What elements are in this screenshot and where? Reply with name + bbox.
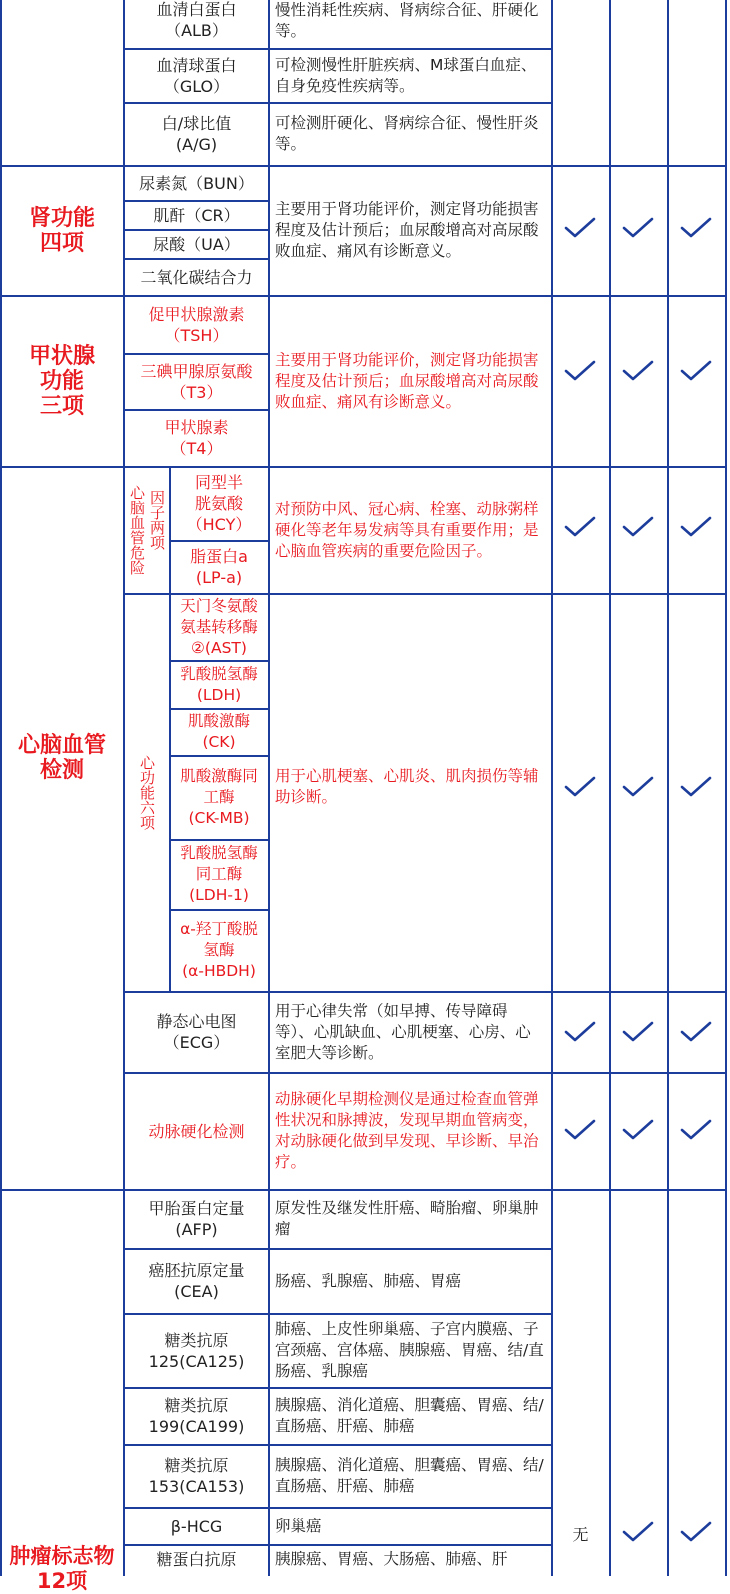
heart-item-3-label: 肌酸激酶 (CK) — [187, 712, 250, 751]
check-icon — [564, 516, 596, 538]
tumor-item-6-name: β-HCG — [170, 1516, 223, 1536]
check-icon — [622, 516, 654, 538]
grid-line — [123, 409, 270, 411]
item-cell-ecg — [125, 992, 268, 1072]
tumor-item-6 — [125, 1508, 268, 1544]
thyroid-item-3-label: 甲状腺素 （T4） — [164, 418, 229, 458]
risk-item-hcy-label: 同型半 胱氨酸 （HCY） — [186, 473, 252, 534]
heart-item-3 — [170, 709, 268, 755]
grid-line — [123, 258, 270, 260]
item-name-glo: 血清球蛋白 （GLO） — [156, 55, 237, 96]
grid-line — [123, 1544, 553, 1546]
check-icon — [564, 217, 596, 239]
kidney-item-1 — [125, 166, 268, 200]
tumor-desc-2-cell — [269, 1249, 551, 1313]
grid-line — [123, 353, 270, 355]
thyroid-item-1 — [125, 296, 268, 353]
check-icon — [680, 1521, 712, 1543]
grid-line — [123, 200, 270, 202]
heart-item-2 — [170, 661, 268, 708]
tumor-desc-6-cell — [269, 1508, 551, 1544]
item-name-alb: 血清白蛋白 （ALB） — [156, 0, 237, 40]
tumor-desc-4-cell — [269, 1388, 551, 1444]
kidney-desc: 主要用于肾功能评价，测定肾功能损害程度及估计预后；血尿酸增高对高尿酸败血症、痛风有诊断意义。 — [275, 200, 539, 260]
desc-cell-thyroid — [269, 296, 551, 466]
risk-item-hcy — [170, 467, 268, 540]
risk-factor-label-b: 因子两项 — [148, 490, 166, 550]
grid-line — [169, 909, 270, 911]
tumor-item-5 — [125, 1445, 268, 1507]
item-name-ag: 白/球比值 (A/G) — [161, 114, 232, 154]
grid-line — [0, 1189, 727, 1191]
kidney-item-3 — [125, 230, 268, 258]
tumor-item-7 — [125, 1545, 268, 1576]
grid-line — [609, 0, 611, 1576]
grid-line — [123, 1313, 553, 1315]
heart-item-2-label: 乳酸脱氢酶 (LDH) — [180, 664, 258, 704]
grid-line — [169, 660, 270, 662]
desc-cell-ecg — [269, 992, 551, 1072]
item-cell-ag — [125, 103, 268, 165]
desc-cell-glo — [269, 49, 551, 102]
check-icon — [680, 1119, 712, 1141]
kidney-item-3-label: 尿酸（UA） — [153, 234, 240, 254]
desc-cell-heart — [269, 594, 551, 991]
heart-item-4-label: 肌酸激酶同 工酶 (CK-MB) — [180, 767, 258, 827]
grid-line — [123, 48, 553, 50]
tumor-item-3-name: 糖类抗原 125(CA125) — [148, 1330, 245, 1371]
grid-line — [123, 1507, 553, 1509]
grid-line — [123, 1444, 553, 1446]
grid-line — [123, 1387, 553, 1389]
grid-line — [123, 1248, 553, 1250]
thyroid-item-2 — [125, 354, 268, 409]
tumor-item-7-desc: 胰腺癌、胃癌、大肠癌、肺癌、肝 — [275, 1550, 508, 1568]
tumor-package-1-none — [552, 1510, 609, 1556]
thyroid-item-2-label: 三碘甲腺原氨酸 （T3） — [140, 361, 253, 402]
desc-cell-risk — [269, 467, 551, 593]
category-cardio — [0, 467, 124, 1189]
risk-desc: 对预防中风、冠心病、栓塞、动脉粥样硬化等老年易发病等具有重要作用；是心脑血管疾病的重要危险因子。 — [275, 499, 539, 560]
risk-factor-label-cell — [125, 467, 169, 593]
grid-line — [123, 102, 553, 104]
tumor-desc-1-cell — [269, 1190, 551, 1248]
tumor-item-4-desc: 胰腺癌、消化道癌、胆囊癌、胃癌、结/直肠癌、肝癌、肺癌 — [275, 1396, 544, 1435]
grid-line — [0, 295, 727, 297]
heart-function-label-cell — [125, 594, 169, 991]
check-icon — [680, 516, 712, 538]
item-desc-alb: 慢性消耗性疾病、肾病综合征、肝硬化等。 — [275, 1, 539, 40]
risk-item-lpa — [170, 541, 268, 593]
grid-line — [123, 229, 270, 231]
heart-item-5-label: 乳酸脱氢酶 同工酶 (LDH-1) — [180, 844, 258, 904]
desc-cell-ag — [269, 103, 551, 165]
kidney-item-2-label: 肌酐（CR） — [153, 205, 240, 225]
category-thyroid-label: 甲状腺 功能 三项 — [28, 343, 95, 419]
heart-item-1-label: 天门冬氨酸 氨基转移酶 ②(AST) — [180, 596, 258, 657]
heart-function-label: 心功能六项 — [138, 755, 156, 830]
grid-line — [123, 1072, 727, 1074]
grid-line — [0, 466, 727, 468]
tumor-item-1-desc: 原发性及继发性肝癌、畸胎瘤、卵巢肿瘤 — [275, 1199, 539, 1238]
tumor-item-7-name: 糖蛋白抗原 — [156, 1550, 237, 1569]
heart-desc: 用于心肌梗塞、心肌炎、肌肉损伤等辅助诊断。 — [275, 766, 539, 806]
kidney-item-1-label: 尿素氮（BUN） — [139, 173, 254, 193]
tumor-item-1 — [125, 1190, 268, 1248]
grid-line — [169, 540, 270, 542]
tumor-item-4-name: 糖类抗原 199(CA199) — [148, 1396, 245, 1436]
category-tumor-label: 肿瘤标志物 12项 — [9, 1544, 115, 1593]
grid-line — [123, 991, 727, 993]
grid-line — [169, 467, 171, 991]
tumor-item-2-name: 癌胚抗原定量 (CEA) — [148, 1261, 245, 1301]
heart-item-1 — [170, 594, 268, 660]
check-icon — [564, 776, 596, 798]
ecg-desc: 用于心律失常（如早搏、传导障碍等）、心肌缺血、心肌梗塞、心房、心室肥大等诊断。 — [275, 1001, 531, 1062]
tumor-item-5-name: 糖类抗原 153(CA153) — [148, 1456, 245, 1496]
check-icon — [622, 217, 654, 239]
check-icon — [564, 1021, 596, 1043]
check-icon — [622, 1119, 654, 1141]
check-icon — [680, 217, 712, 239]
tumor-item-6-desc: 卵巢癌 — [275, 1516, 322, 1535]
check-icon — [564, 360, 596, 382]
tumor-desc-5-cell — [269, 1445, 551, 1507]
check-icon — [680, 1021, 712, 1043]
grid-line — [123, 0, 125, 1576]
heart-item-5 — [170, 840, 268, 909]
arterio-desc: 动脉硬化早期检测仪是通过检查血管弹性状况和脉搏波，发现早期血管病变，对动脉硬化做到早发现、早诊断、早治疗。 — [275, 1090, 539, 1171]
category-cardio-label: 心脑血管 检测 — [17, 733, 106, 783]
tumor-item-1-name: 甲胎蛋白定量 (AFP) — [148, 1199, 245, 1239]
category-thyroid — [0, 296, 124, 466]
tumor-desc-7-cell — [269, 1545, 551, 1576]
item-desc-glo: 可检测慢性肝脏疾病、M球蛋白血症、自身免疫性疾病等。 — [275, 55, 537, 95]
tumor-desc-3-cell — [269, 1314, 551, 1387]
grid-line — [725, 0, 727, 1576]
desc-cell-kidney — [269, 166, 551, 295]
grid-line — [123, 593, 727, 595]
tumor-item-2 — [125, 1249, 268, 1313]
item-cell-glo — [125, 49, 268, 102]
check-icon — [622, 1021, 654, 1043]
kidney-item-2 — [125, 201, 268, 229]
desc-cell-arterio — [269, 1073, 551, 1189]
risk-factor-label-a: 心脑血管危险 — [128, 485, 146, 575]
grid-line — [169, 708, 270, 710]
grid-line — [268, 0, 270, 1576]
grid-line — [169, 839, 270, 841]
tumor-item-2-desc: 肠癌、乳腺癌、肺癌、胃癌 — [275, 1271, 462, 1290]
tumor-item-5-desc: 胰腺癌、消化道癌、胆囊癌、胃癌、结/直肠癌、肝癌、肺癌 — [275, 1456, 544, 1495]
heart-item-6-label: α-羟丁酸脱 氢酶 (α-HBDH) — [180, 920, 258, 980]
none-label: 无 — [572, 1524, 589, 1544]
category-kidney — [0, 166, 124, 295]
item-cell-alb — [125, 0, 268, 48]
grid-line — [0, 165, 727, 167]
item-desc-ag: 可检测肝硬化、肾病综合征、慢性肝炎等。 — [275, 114, 539, 153]
tumor-item-3-desc: 肺癌、上皮性卵巢癌、子宫内膜癌、子宫颈癌、宫体癌、胰腺癌、胃癌、结/直肠癌、乳腺癌 — [275, 1320, 544, 1380]
check-icon — [622, 1521, 654, 1543]
category-tumor — [0, 1190, 124, 1593]
check-icon — [680, 360, 712, 382]
arterio-name: 动脉硬化检测 — [148, 1121, 245, 1141]
thyroid-item-1-label: 促甲状腺激素 （TSH） — [148, 304, 245, 345]
kidney-item-4 — [125, 259, 268, 295]
kidney-item-4-label: 二氧化碳结合力 — [140, 267, 253, 287]
desc-cell-alb — [269, 0, 551, 48]
heart-item-4 — [170, 756, 268, 839]
grid-line — [169, 755, 270, 757]
heart-item-6 — [170, 910, 268, 991]
tumor-item-3 — [125, 1314, 268, 1387]
check-icon — [564, 1119, 596, 1141]
ecg-name: 静态心电图 （ECG） — [156, 1012, 237, 1052]
category-kidney-label: 肾功能 四项 — [28, 205, 95, 256]
tumor-item-4 — [125, 1388, 268, 1444]
check-icon — [680, 776, 712, 798]
item-cell-arterio — [125, 1073, 268, 1189]
check-icon — [622, 776, 654, 798]
grid-line — [551, 0, 553, 1576]
thyroid-item-3 — [125, 410, 268, 466]
grid-line — [0, 0, 2, 1576]
check-icon — [622, 360, 654, 382]
grid-line — [667, 0, 669, 1576]
risk-item-lpa-label: 脂蛋白a (LP-a) — [190, 547, 248, 587]
thyroid-desc: 主要用于肾功能评价，测定肾功能损害程度及估计预后；血尿酸增高对高尿酸败血症、痛风有诊断意义。 — [275, 350, 539, 411]
